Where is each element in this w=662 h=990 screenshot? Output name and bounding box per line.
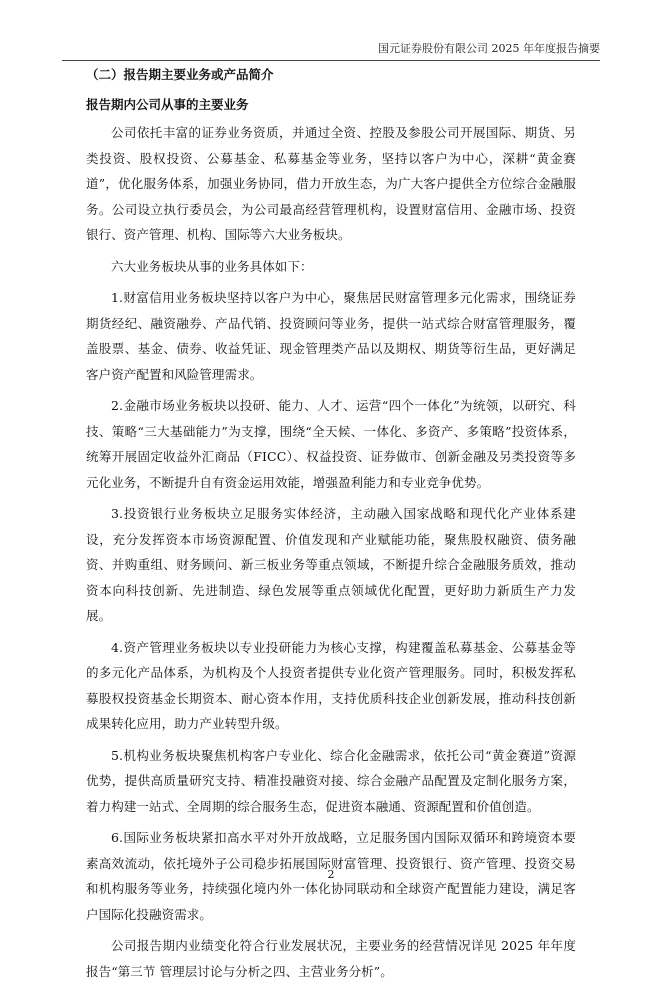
document-body: [86, 66, 576, 990]
paragraph-asset-management: 4.资产管理业务板块以专业投研能力为核心支撑，构建覆盖私募基金、公募基金等的多元化产品体系，为机构及个人投资者提供专业化资产管理服务。同时，积极发挥私募股权投资基金长期资本、耐心资本作用，支持优质科技企业创新发展，推动科技创新成果转化应用，助力产业转型升级。: [86, 639, 576, 731]
page-header: [62, 42, 600, 61]
paragraph-financial-markets: 2.金融市场业务板块以投研、能力、人才、运营“四个一体化”为统领，以研究、科技、策略“三大基础能力”为支撑，围绕“全天候、一体化、多资产、多策略”投资体系，统筹开展固定收益外汇商品（FICC）、权益投资、证券做市、创新金融及另类投资等多元化业务，不断提升自有资金运用效能，增强盈利能力和专业竞争优势。: [86, 398, 576, 490]
paragraph-institutional: 5.机构业务板块聚焦机构客户专业化、综合化金融需求，依托公司“黄金赛道”资源优势，提供高质量研究支持、精准投融资对接、综合金融产品配置及定制化服务方案，着力构建一站式、全周期的综合服务生态，促进资本融通、资源配置和价值创造。: [86, 747, 576, 814]
paragraph-intro: 公司依托丰富的证券业务资质，并通过全资、控股及参股公司开展国际、期货、另类投资、股权投资、公募基金、私募基金等业务，坚持以客户为中心，深耕“黄金赛道”，优化服务体系，加强业务协同，借力开放生态，为广大客户提供全方位综合金融服务。公司设立执行委员会，为公司最高经营管理机构，设置财富信用、金融市场、投资银行、资产管理、机构、国际等六大业务板块。: [86, 125, 576, 242]
paragraph-international: 6.国际业务板块紧扣高水平对外开放战略，立足服务国内国际双循环和跨境资本要素高效流动，依托境外子公司稳步拓展国际财富管理、投资银行、资产管理、投资交易和机构服务等业务，持续强化境内外一体化协同联动和全球资产配置能力建设，满足客户国际化投融资需求。: [86, 830, 576, 922]
paragraph-conclusion: 公司报告期内业绩变化符合行业发展状况，主要业务的经营情况详见 2025 年年度报告“第三节 管理层讨论与分析之四、主营业务分析”。: [86, 938, 576, 979]
paragraph-investment-banking: 3.投资银行业务板块立足服务实体经济，主动融入国家战略和现代化产业体系建设，充分发挥资本市场资源配置、价值发现和产业赋能功能，聚焦股权融资、债务融资、并购重组、财务顾问、新三板业务等重点领域，不断提升综合金融服务质效，推动资本向科技创新、先进制造、绿色发展等重点领域优化配置，更好助力新质生产力发展。: [86, 506, 576, 623]
page-number: 2: [327, 868, 335, 881]
paragraph-wealth-credit: 1.财富信用业务板块坚持以客户为中心，聚焦居民财富管理多元化需求，围绕证券期货经纪、融资融券、产品代销、投资顾问等业务，提供一站式综合财富管理服务，覆盖股票、基金、债券、收益凭证、现金管理类产品以及期权、期货等衍生品，更好满足客户资产配置和风险管理需求。: [86, 290, 576, 382]
header-title: 国元证券股份有限公司 2025 年年度报告摘要: [378, 42, 600, 55]
paragraph-segments-lead: 六大业务板块从事的业务具体如下：: [111, 258, 313, 274]
section-title: （二）报告期主要业务或产品简介: [86, 67, 274, 82]
subsection-title: 报告期内公司从事的主要业务: [86, 97, 249, 112]
